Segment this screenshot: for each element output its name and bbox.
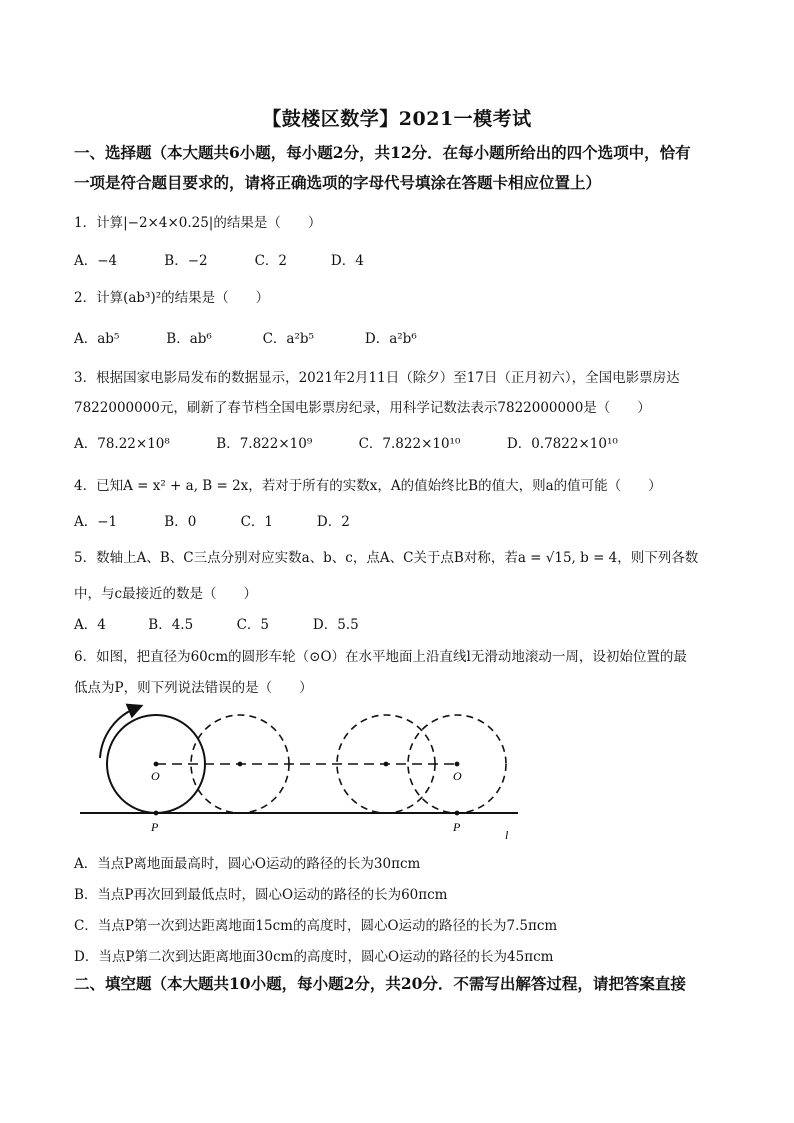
q2-stem: 2．计算(ab³)²的结果是（ ） (74, 290, 270, 306)
q5-option-a: A．4 (74, 617, 106, 633)
q2-option-b: B．ab⁶ (166, 331, 212, 347)
q4-options (74, 510, 350, 530)
q2-options (74, 327, 417, 347)
q1-options (74, 249, 364, 269)
center-dot-3 (384, 762, 389, 767)
q5-option-c: C．5 (236, 617, 270, 633)
q3-option-b: B．7.822×10⁹ (216, 436, 313, 452)
q3-stem-line2: 7822000000元，刷新了春节档全国电影票房纪录，用科学记数法表示7822000000是（ ） (74, 400, 651, 416)
center-dot-1 (154, 762, 159, 767)
q2-option-a: A．ab⁵ (74, 331, 120, 347)
q6-stem-line2: 低点为P，则下列说法错误的是（ ） (74, 680, 313, 696)
point-p-end (455, 811, 460, 816)
q4-stem: 4．已知A = x² + a, B = 2x，若对于所有的实数x，A的值始终比B的值大，则a的值可能（ ） (74, 478, 662, 494)
point-p-start (154, 811, 159, 816)
center-dot-4 (455, 762, 460, 767)
q3-options (74, 432, 618, 452)
q1-stem: 1．计算|−2×4×0.25|的结果是（ ） (74, 215, 322, 231)
section1-heading-line1: 一、选择题（本大题共6小题，每小题2分，共12分．在每小题所给出的四个选项中，恰有 (74, 143, 691, 162)
section1-heading (74, 138, 734, 198)
q3-option-c: C．7.822×10¹⁰ (358, 436, 461, 452)
q3-stem-line1: 3．根据国家电影局发布的数据显示，2021年2月11日（除夕）至17日（正月初六），全国电影票房达 (74, 370, 680, 386)
rolling-wheel-figure (74, 700, 524, 840)
q5-stem-line1: 5．数轴上A、B、C三点分别对应实数a、b、c，点A、C关于点B对称，若a = √15, b = 4，则下列各数 (74, 550, 699, 566)
q6-option-a: A．当点P离地面最高时，圆心O运动的路径的长为30πcm (74, 856, 421, 872)
page-title: 【鼓楼区数学】2021一模考试 (262, 108, 532, 130)
q2-option-c: C．a²b⁵ (262, 331, 314, 347)
label-o-right: O (453, 769, 462, 783)
q3-option-a: A．78.22×10⁸ (74, 436, 170, 452)
section2-heading (74, 969, 734, 999)
q4-option-a: A．−1 (74, 514, 118, 530)
center-dot-2 (238, 762, 243, 767)
label-p-right: P (453, 820, 461, 834)
label-l: l (505, 828, 509, 840)
q4-option-c: C．1 (240, 514, 274, 530)
section2-heading-line1: 二、填空题（本大题共10小题，每小题2分，共20分．不需写出解答过程，请把答案直接 (74, 974, 686, 993)
q3-option-d: D．0.7822×10¹⁰ (506, 436, 618, 452)
q5-option-b: B．4.5 (148, 617, 194, 633)
q5-options (74, 613, 359, 633)
label-p-left: P (151, 820, 159, 834)
q1-option-b: B．−2 (164, 253, 208, 269)
label-o-left: O (151, 769, 160, 783)
q5-option-d: D．5.5 (312, 617, 359, 633)
q1-option-d: D．4 (330, 253, 364, 269)
q6-stem-line1: 6．如图，把直径为60cm的圆形车轮（⊙O）在水平地面上沿直线l无滑动地滚动一周，设初始位置的最 (74, 649, 687, 665)
q1-option-a: A．−4 (74, 253, 118, 269)
q6-option-d: D．当点P第二次到达距离地面30cm的高度时，圆心O运动的路径的长为45πcm (74, 949, 554, 965)
q6-option-b: B．当点P再次回到最低点时，圆心O运动的路径的长为60πcm (74, 887, 448, 903)
q1-option-c: C．2 (254, 253, 288, 269)
q4-option-b: B．0 (164, 514, 197, 530)
q6-option-c: C．当点P第一次到达距离地面15cm的高度时，圆心O运动的路径的长为7.5πcm (74, 918, 558, 934)
q4-option-d: D．2 (316, 514, 350, 530)
q2-option-d: D．a²b⁶ (364, 331, 417, 347)
section1-heading-line2: 一项是符合题目要求的，请将正确选项的字母代号填涂在答题卡相应位置上） (74, 173, 602, 192)
q5-stem-line2: 中，与c最接近的数是（ ） (74, 586, 258, 602)
